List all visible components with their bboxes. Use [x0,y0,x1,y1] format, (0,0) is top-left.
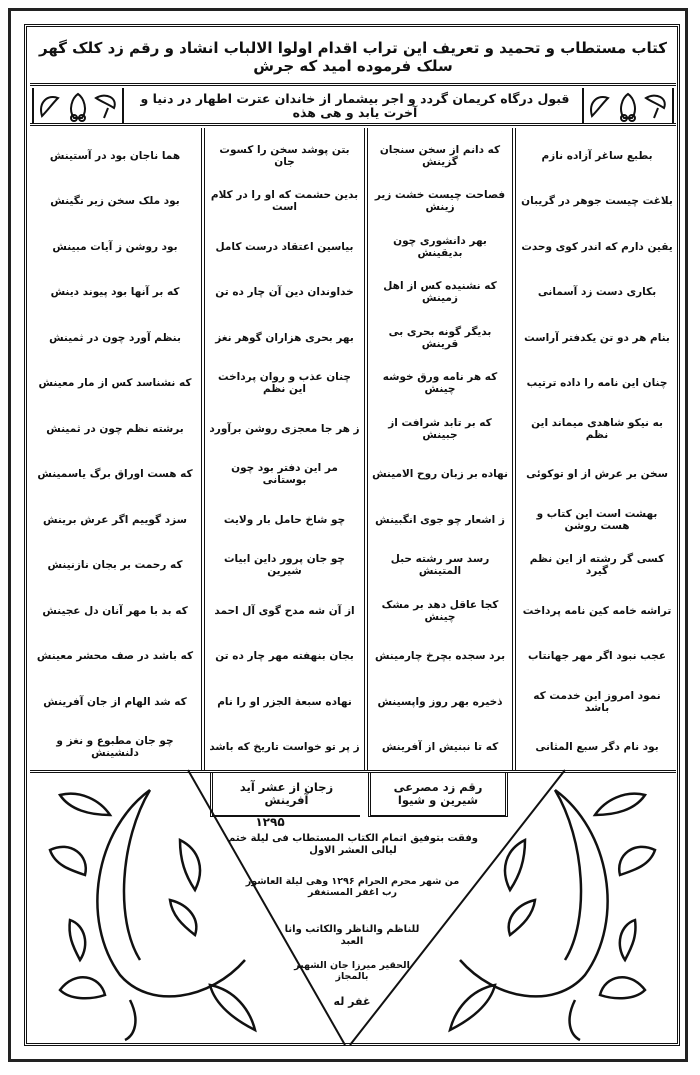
verse-line: که رحمت بر بجان نازنینش [47,559,183,572]
verse-line: بنظم آورد چون در ثمینش [49,331,181,344]
left-hemistich: زجان از عشر آید آفرینش [210,773,360,817]
verse-line: به نیکو شاهدی میماند این نظم [531,416,663,441]
verse-line: برشته نظم چون در ثمینش [46,422,184,435]
verse-line: از آن شه مدح گوی آل احمد [214,604,355,617]
verse-line: خداوندان دین آن چار ده تن [215,286,354,299]
verse-line: که هر نامه ورق خوشه چینش [382,371,498,396]
verse-line: عجب نبود اگر مهر جهانتاب [527,650,667,663]
verse-line: رسد سر رشته حبل المتینش [390,553,490,578]
verse-line: بهر بحری هزاران گوهر نغز [215,331,354,344]
colophon-year: ۱۲۹۵ [255,815,285,829]
verse-line: بود نام دگر سبع المثانی [535,741,659,754]
verse-line: که تا نبنیش از آفرینش [381,741,499,754]
right-hemistich: رقم زد مصرعی شیرین و شیوا [368,773,508,817]
verse-line: بدین حشمت که او را در کلام است [210,189,359,214]
verse-line: بلاغت چیست جوهر در گریبان [521,195,673,208]
verse-line: بدیگر گونه بحری بی قرینش [388,325,492,350]
verse-line: تراشه خامه کین نامه پرداخت [522,604,672,617]
verse-line: که دانم از سخن سنجان گزینش [379,143,501,168]
verse-line: ذخیره بهر روز واپسینش [377,695,503,708]
right-floral-scroll-icon [450,790,655,1040]
verse-line: سخن بر عرش از او توکوئی [526,468,668,481]
verse-line: بهر دانشوری چون بدیقینش [393,234,487,259]
verse-line: که بر تابد شرافت از جبینش [388,416,492,441]
verse-line: بکاری دست زد آسمانی [537,286,657,299]
verse-line: بطبع ساغر آزاده نازم [541,149,653,162]
left-floral-scroll-icon [50,790,255,1040]
verse-line: که نشنیده کس از اهل زمینش [383,280,497,305]
verse-line: یقین دارم که اندر کوی وحدت [521,240,673,253]
verse-line: نمود امروز این خدمت که باشد [533,689,661,714]
verse-line: بجان بنهفته مهر چار ده تن [215,650,354,663]
verse-line: چو جان پرور داین ابیات شیرین [224,553,345,578]
verse-line: ز پر تو خواست تاریخ که باشد [209,741,360,754]
verse-line: چنان این نامه را داده ترتیب [526,377,668,390]
header-title: کتاب مستطاب و تحمید و تعریف این تراب اقدام اولوا الالباب انشاد و رقم زد کلک گهر سلک فرموده امید که جرش [39,38,667,75]
verse-line: برد سجده بچرخ چارمینش [374,650,506,663]
verse-line: بیاسین اعتقاد درست کامل [215,240,354,253]
verse-line: بهشت است این کتاب و هست روشن [536,507,658,532]
verse-line: نهاده بر زبان روح الامینش [372,468,508,481]
verse-line: کجا عاقل دهد بر مشک چینش [381,598,499,623]
verse-line: سزد گوییم اگر عرش برینش [43,513,187,526]
verse-line: بتن پوشد سخن را کسوت جان [219,143,350,168]
verse-line: بنام هر دو تن یکدفتر آراست [524,331,670,344]
verse-line: که نشناسد کس از مار معینش [38,377,192,390]
verse-line: که هست اوراق برگ یاسمینش [37,468,193,481]
verse-line: چو شاخ حامل بار ولایت [223,513,346,526]
colophon-line-3: للناظم والناظر والکاتب وانا العبد [284,924,420,947]
colophon-line-1: وفقت بتوفیق اتمام الکتاب المستطاب فی لیلة ختم لیالی العشر الاول [228,833,478,856]
verse-line: که بد با مهر آنان دل عجینش [42,604,188,617]
verse-line: مر این دفتر بود چون بوستانی [231,462,338,487]
verse-line: بود روشن ز آیات مبینش [52,240,178,253]
verse-line: بود ملک سخن زیر نگینش [50,195,180,208]
header-subtitle: قبول درگاه کریمان گردد و اجر بیشمار از خاندان عترت اطهار در دنیا و آخرت یابد و هی هذه [140,90,570,120]
verse-line: ز هر جا معجزی روشن برآورد [209,422,360,435]
verse-line: که باشد در صف محشر معینش [36,650,194,663]
verse-line: فصاحت چیست خشت زیر زینش [374,189,506,214]
verse-line: چنان عذب و روان پرداخت این نظم [218,371,351,396]
verse-line: کسی گر رشته از این نظم گیرد [529,553,665,578]
colophon-line-2: من شهر محرم الحرام ۱۲۹۶ وهی لیلة العاشور رب اغفر المستغفر [245,876,460,899]
colophon-line-5: غفر له [333,995,371,1008]
verse-line: ز اشعار چو جوی انگبینش [375,513,505,526]
verse-line: چو جان مطبوع و نغز و دلنشینش [56,735,174,760]
verse-line: که بر آنها بود پیوند دینش [50,286,180,299]
verse-line: که شد الهام از جان آفرینش [43,695,187,708]
verse-line: نهاده سبعة الجزر او را نام [217,695,352,708]
verse-line: هما ناجان بود در آستینش [49,149,181,162]
colophon-line-4: الحقیر میرزا جان الشهیر بالمجاز [294,960,410,983]
